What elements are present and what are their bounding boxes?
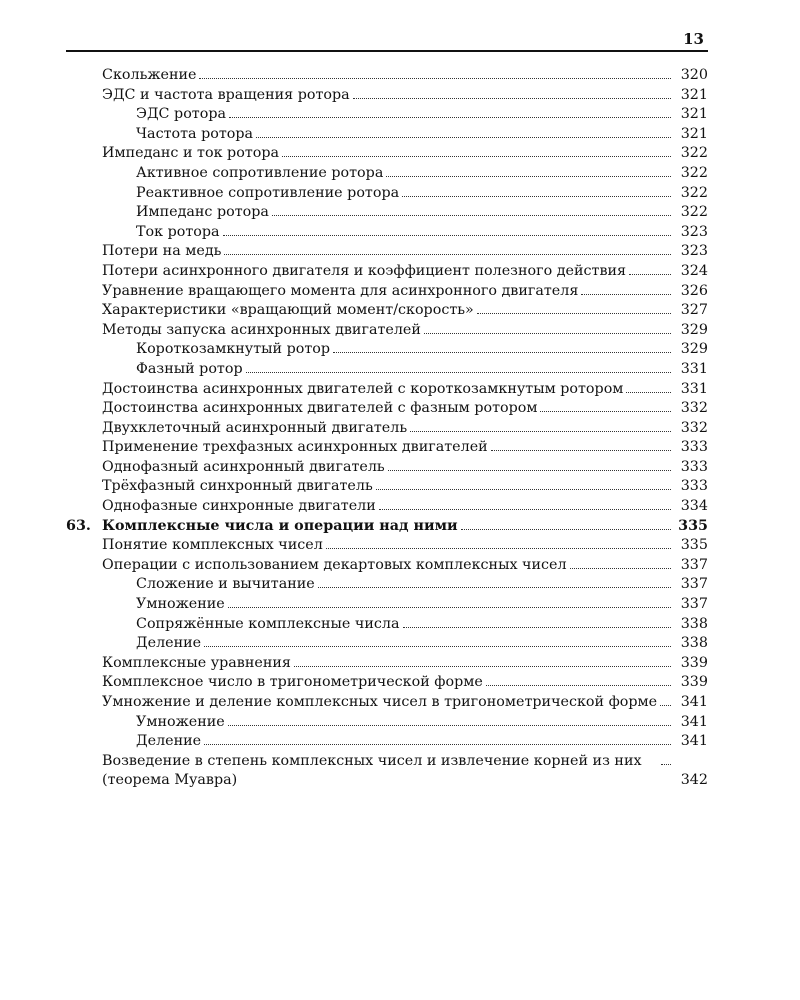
dot-leader [333,352,671,353]
dot-leader [246,372,671,373]
toc-entry-title: Импеданс и ток ротора [102,145,280,162]
toc-entry-title: Фазный ротор [136,360,243,377]
toc-page-number: 338 [680,635,708,652]
toc-entry[interactable] [66,203,708,223]
toc-page-number: 327 [680,302,708,319]
dot-leader [386,176,671,177]
dot-leader [223,235,671,236]
toc-entry[interactable] [66,125,708,145]
toc-entry[interactable] [66,673,708,693]
dot-leader [376,489,671,490]
dot-leader [402,196,671,197]
dot-leader [581,294,671,295]
toc-entry[interactable] [66,693,708,713]
toc-entry[interactable] [66,321,708,341]
toc-entry[interactable] [66,752,708,791]
dot-leader [282,156,671,157]
toc-entry[interactable] [66,164,708,184]
toc-entry-title: Ток ротора [136,223,220,240]
toc-entry[interactable] [66,458,708,478]
toc-entry-title: ЭДС ротора [136,106,226,123]
toc-page-number: 333 [680,439,708,456]
toc-entry-title: Двухклеточный асинхронный двигатель [102,419,408,436]
dot-leader [318,587,671,588]
toc-entry-title: Умножение и деление комплексных чисел в тригонометрической форме [102,694,658,710]
toc-entry-title: Потери на медь [102,243,222,260]
dot-leader [626,392,671,393]
toc-page-number: 322 [680,184,708,201]
toc-entry-title: Импеданс ротора [136,204,269,221]
toc-entry-title: Методы запуска асинхронных двигателей [102,321,421,338]
toc-page-number: 322 [680,145,708,162]
dot-leader [486,685,671,686]
dot-leader [199,78,671,79]
toc-page-number: 321 [680,125,708,142]
chapter-number: 63. [66,517,91,534]
toc-page-number: 335 [680,537,708,554]
toc-page-number: 342 [680,772,708,789]
toc-entry[interactable] [66,223,708,243]
toc-chapter-entry[interactable] [66,517,708,537]
toc-entry-title: Уравнение вращающего момента для асинхронного двигателя [102,282,579,299]
toc-page-number: 331 [680,380,708,397]
toc-entry[interactable] [66,477,708,497]
toc-entry-title: Применение трехфазных асинхронных двигателей [102,439,488,456]
toc-entry[interactable] [66,262,708,282]
toc-entry-title: Деление [136,733,202,750]
dot-leader [410,431,671,432]
toc-entry-title: Умножение [136,713,225,730]
toc-entry[interactable] [66,105,708,125]
toc-entry-title: Однофазный асинхронный двигатель [102,458,385,475]
dot-leader [256,137,671,138]
dot-leader [661,764,671,765]
dot-leader [272,215,671,216]
toc-page-number: 323 [680,223,708,240]
toc-entry[interactable] [66,615,708,635]
toc-entry[interactable] [66,282,708,302]
page-number: 13 [683,30,704,48]
toc-entry[interactable] [66,184,708,204]
toc-entry-title: Частота ротора [136,125,254,142]
toc-entry[interactable] [66,556,708,576]
header-rule [66,50,708,52]
toc-entry-title: Скольжение [102,67,197,83]
toc-entry-title: Достоинства асинхронных двигателей с короткозамкнутым ротором [102,380,624,397]
dot-leader [424,333,671,334]
toc-page-number: 321 [680,86,708,103]
table-of-contents [66,66,708,791]
toc-page-number: 322 [680,204,708,221]
toc-entry[interactable] [66,144,708,164]
dot-leader [204,646,671,647]
dot-leader [570,568,671,569]
toc-entry-title: Возведение в степень комплексных чисел и извлечение корней из них (теорема Муавра) [102,752,642,789]
toc-entry-title: Активное сопротивление ротора [136,164,384,181]
toc-entry-title: Операции с использованием декартовых комплексных чисел [102,556,567,573]
toc-entry[interactable] [66,301,708,321]
dot-leader [228,607,671,608]
toc-page-number: 332 [680,419,708,436]
dot-leader [353,98,671,99]
toc-entry-title: Характеристики «вращающий момент/скорость» [102,302,474,319]
toc-page-number: 341 [680,733,708,750]
toc-entry[interactable] [66,419,708,439]
toc-entry-title: Комплексные числа и операции над ними [102,517,458,534]
toc-entry[interactable] [66,380,708,400]
toc-page-number: 332 [680,400,708,417]
toc-entry-title: Понятие комплексных чисел [102,537,323,554]
toc-entry[interactable] [66,360,708,380]
toc-page-number: 337 [680,596,708,613]
toc-entry-title: Однофазные синхронные двигатели [102,498,376,515]
toc-entry-title: Достоинства асинхронных двигателей с фазным ротором [102,400,538,417]
toc-entry-title: Короткозамкнутый ротор [136,341,330,358]
dot-leader [491,450,671,451]
toc-page-number: 339 [680,654,708,671]
toc-entry-title: Сопряжённые комплексные числа [136,615,400,632]
dot-leader [204,744,671,745]
toc-page-number: 337 [680,576,708,593]
toc-page-number: 329 [680,321,708,338]
toc-page-number: 329 [680,341,708,358]
dot-leader [326,548,671,549]
toc-page-number: 323 [680,243,708,260]
dot-leader [403,627,672,628]
toc-entry-title: Трёхфазный синхронный двигатель [102,478,373,495]
toc-entry-title: Потери асинхронного двигателя и коэффициент полезного действия [102,262,627,279]
dot-leader [540,411,671,412]
toc-entry-title: Комплексное число в тригонометрической форме [102,674,483,691]
dot-leader [379,509,671,510]
toc-page-number: 331 [680,360,708,377]
toc-entry-title: Комплексные уравнения [102,654,291,671]
toc-entry-title: Сложение и вычитание [136,576,315,593]
toc-entry[interactable] [66,654,708,674]
toc-entry-title: Реактивное сопротивление ротора [136,184,400,201]
toc-page-number: 322 [680,164,708,181]
toc-entry[interactable] [66,575,708,595]
dot-leader [660,705,671,706]
dot-leader [229,117,671,118]
toc-entry-title: ЭДС и частота вращения ротора [102,86,350,103]
toc-entry[interactable] [66,340,708,360]
toc-page-number: 338 [680,615,708,632]
toc-page-number: 321 [680,106,708,123]
toc-page-number: 333 [680,458,708,475]
dot-leader [228,725,671,726]
toc-entry[interactable] [66,595,708,615]
toc-entry[interactable] [66,713,708,733]
toc-entry[interactable] [66,86,708,106]
dot-leader [461,529,671,530]
toc-page-number: 337 [680,556,708,573]
toc-entry[interactable] [66,399,708,419]
toc-entry[interactable] [66,732,708,752]
toc-entry[interactable] [66,634,708,654]
toc-entry[interactable] [66,438,708,458]
toc-page-number: 341 [680,694,708,710]
dot-leader [477,313,671,314]
toc-entry-title: Деление [136,635,202,652]
toc-entry[interactable] [66,497,708,517]
toc-entry[interactable] [66,66,708,86]
toc-page-number: 333 [680,478,708,495]
dot-leader [629,274,671,275]
toc-page-number: 324 [680,262,708,279]
toc-page-number: 334 [680,498,708,515]
toc-page-number: 339 [680,674,708,691]
dot-leader [388,470,671,471]
toc-page-number: 326 [680,282,708,299]
toc-entry[interactable] [66,242,708,262]
dot-leader [224,254,671,255]
toc-page-number: 341 [680,713,708,730]
toc-entry-title: Умножение [136,596,225,613]
toc-page-number: 335 [678,517,708,534]
toc-page-number: 320 [680,67,708,83]
dot-leader [294,666,671,667]
toc-entry[interactable] [66,536,708,556]
